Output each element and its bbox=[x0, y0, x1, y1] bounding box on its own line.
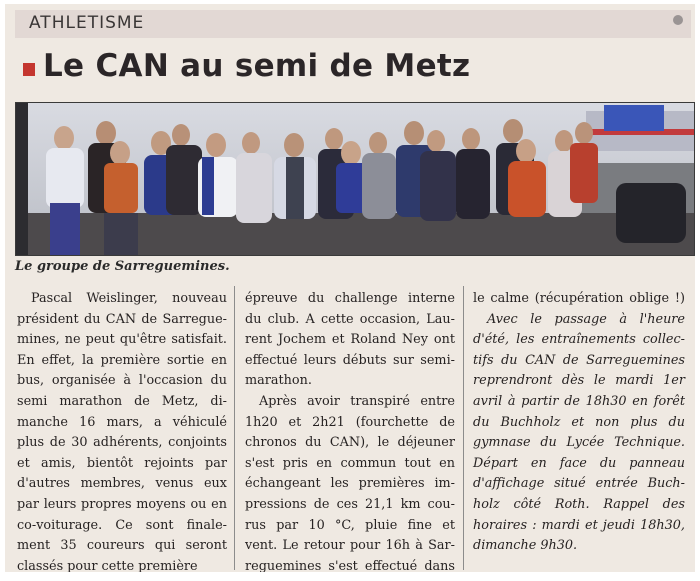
print-mark bbox=[673, 15, 683, 25]
red-square-icon bbox=[23, 63, 35, 76]
column-rule bbox=[463, 286, 464, 570]
text-line: avril à partir de 18h30 en forêt bbox=[473, 393, 685, 409]
text-line: holz côté Roth. Rappel des bbox=[473, 496, 685, 512]
text-line: Avec le passage à l'heure bbox=[487, 311, 685, 327]
text-line: échangeant les premières im- bbox=[245, 476, 455, 492]
newspaper-clipping bbox=[5, 4, 695, 572]
text-line: s'est pris en commun tout en bbox=[245, 455, 455, 471]
text-line: ment 35 coureurs qui seront bbox=[17, 538, 227, 554]
text-line: du club. A cette occasion, Lau- bbox=[245, 311, 455, 327]
text-line: 1h20 et 2h21 (fourchette de bbox=[245, 414, 455, 430]
text-line: d'été, les entraînements collec- bbox=[473, 332, 685, 348]
text-line: reguemines s'est effectué dans bbox=[245, 558, 455, 572]
text-line: classés pour cette première bbox=[17, 558, 198, 572]
text-line: tifs du CAN de Sarreguemines bbox=[473, 352, 685, 368]
headline-text: Le CAN au semi de Metz bbox=[43, 48, 471, 84]
article-column-2 bbox=[245, 289, 455, 572]
article-column-1 bbox=[17, 289, 227, 572]
text-line: du Buchholz et non plus du bbox=[473, 414, 685, 430]
text-line: gymnase du Lycée Technique. bbox=[473, 435, 685, 451]
text-line: rus par 10 °C, pluie fine et bbox=[245, 517, 455, 533]
text-line: par leurs propres moyens ou en bbox=[17, 496, 227, 512]
text-line: le calme (récupération oblige !) bbox=[473, 291, 685, 306]
text-line: reprendront dès le mardi 1er bbox=[473, 373, 685, 389]
text-line: épreuve du challenge interne bbox=[245, 291, 455, 306]
rubric-label: ATHLETISME bbox=[29, 13, 145, 33]
text-line: Pascal Weislinger, nouveau bbox=[31, 291, 227, 306]
column-rule bbox=[234, 286, 235, 570]
text-line: En effet, la première sortie en bbox=[17, 352, 227, 368]
text-line: d'autres membres, venus eux bbox=[17, 476, 227, 492]
text-line: dimanche 9h30. bbox=[473, 538, 578, 554]
text-line: plus de 30 adhérents, conjoints bbox=[17, 435, 227, 451]
section-rubric bbox=[15, 10, 691, 38]
text-line: effectué leurs débuts sur semi- bbox=[245, 352, 455, 368]
article-column-3 bbox=[473, 289, 685, 557]
text-line: chronos du CAN), le déjeuner bbox=[245, 435, 455, 451]
text-line: Après avoir transpiré entre bbox=[259, 393, 455, 409]
group-photo bbox=[15, 102, 695, 256]
text-line: marathon. bbox=[245, 373, 312, 389]
text-line: horaires : mardi et jeudi 18h30, bbox=[473, 517, 685, 533]
text-line: semi marathon de Metz, di- bbox=[17, 393, 227, 409]
text-line: manche 16 mars, a véhiculé bbox=[17, 414, 227, 430]
article-headline bbox=[15, 46, 675, 96]
text-line: mines, ne peut qu'être satisfait. bbox=[17, 332, 227, 348]
photo-caption: Le groupe de Sarreguemines. bbox=[15, 259, 230, 274]
text-line: d'affichage situé entrée Buch- bbox=[473, 476, 685, 492]
text-line: bus, organisée à l'occasion du bbox=[17, 373, 227, 389]
text-line: pressions de ces 21,1 km cou- bbox=[245, 496, 455, 512]
text-line: rent Jochem et Roland Ney ont bbox=[245, 332, 455, 348]
text-line: vent. Le retour pour 16h à Sar- bbox=[245, 538, 455, 554]
text-line: co-voiturage. Ce sont finale- bbox=[17, 517, 227, 533]
text-line: Départ en face du panneau bbox=[473, 455, 685, 471]
text-line: et amis, bientôt rejoints par bbox=[17, 455, 227, 471]
text-line: président du CAN de Sarregue- bbox=[17, 311, 227, 327]
